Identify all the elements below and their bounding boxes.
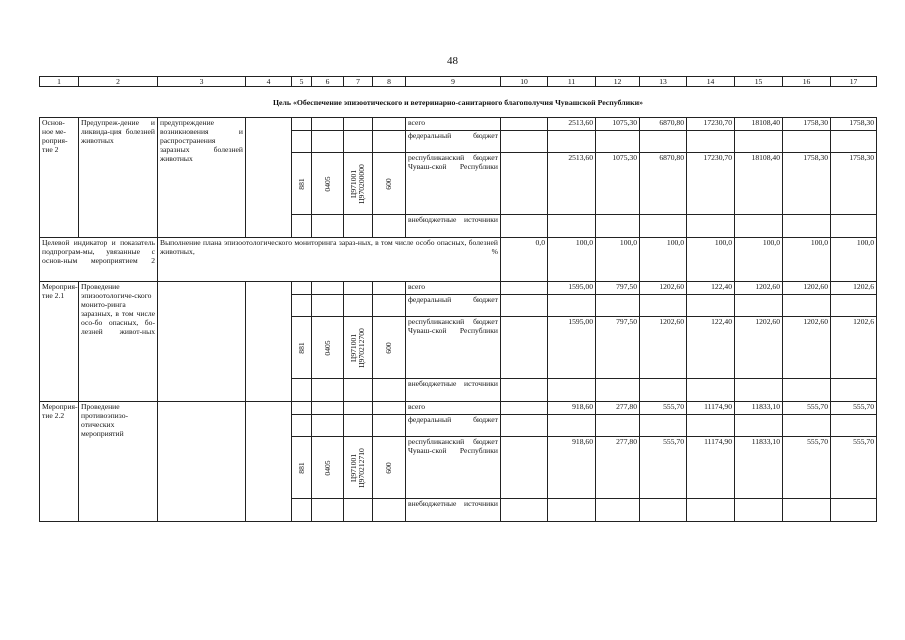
budget-code-expense (373, 317, 406, 379)
value-cell (501, 499, 548, 522)
header-col-7: 7 (344, 77, 373, 87)
goal-title: Цель «Обеспечение эпизоотического и ветеринарно-санитарного благополучия Чувашской Республики» (272, 97, 643, 107)
indicator-value: 100,0 (640, 238, 687, 282)
value-cell: 277,80 (596, 402, 640, 415)
funding-source: внебюджетные источники (406, 499, 501, 522)
funding-source: всего (406, 118, 501, 131)
value-cell: 2513,60 (548, 153, 596, 215)
budget-code-grbs (292, 153, 312, 215)
value-cell: 2513,60 (548, 118, 596, 131)
value-cell: 18108,40 (735, 153, 783, 215)
value-cell: 555,70 (831, 402, 877, 415)
value-cell (640, 379, 687, 402)
funding-source: внебюджетные источники (406, 215, 501, 238)
value-cell (501, 295, 548, 317)
value-cell: 1075,30 (596, 118, 640, 131)
value-cell (735, 215, 783, 238)
indicator-value: 100,0 (831, 238, 877, 282)
target-article-code: Ц971001 Ц970200000 (349, 163, 366, 204)
value-cell: 1202,60 (640, 282, 687, 295)
header-col-14: 14 (687, 77, 735, 87)
funding-source: всего (406, 282, 501, 295)
empty-code-cell (373, 215, 406, 238)
value-cell: 1595,00 (548, 317, 596, 379)
value-cell: 11174,90 (687, 402, 735, 415)
value-cell (501, 131, 548, 153)
empty-code-cell (292, 295, 312, 317)
empty-code-cell (344, 282, 373, 295)
empty-code-cell (312, 415, 344, 437)
indicator-text: Выполнение плана эпизоотологического мониторинга зараз-ных, в том числе особо опасных, болезней животных, % (158, 238, 501, 282)
empty-code-cell (312, 379, 344, 402)
indicator-value: 100,0 (687, 238, 735, 282)
value-cell: 18108,40 (735, 118, 783, 131)
funding-source: федеральный бюджет (406, 131, 501, 153)
measure-description (158, 282, 246, 402)
value-cell (501, 153, 548, 215)
goal-row (40, 87, 877, 118)
empty-code-cell (373, 415, 406, 437)
value-cell (783, 215, 831, 238)
measure-name: Предупреж-дение и ликвида-ция болезней животных (79, 118, 158, 238)
budget-code-expense (373, 153, 406, 215)
value-cell: 1202,60 (735, 282, 783, 295)
header-col-10: 10 (501, 77, 548, 87)
measure-description (158, 402, 246, 522)
empty-code-cell (292, 215, 312, 238)
value-cell (783, 295, 831, 317)
value-cell: 797,50 (596, 282, 640, 295)
empty-code-cell (344, 499, 373, 522)
value-cell (596, 295, 640, 317)
value-cell: 918,60 (548, 437, 596, 499)
value-cell (501, 215, 548, 238)
empty-code-cell (373, 131, 406, 153)
grbs-code: 881 (296, 461, 306, 474)
header-col-11: 11 (548, 77, 596, 87)
empty-code-cell (312, 282, 344, 295)
responsible-executor (246, 282, 292, 402)
funding-row (40, 402, 877, 415)
measure-description: предупреждение возникновения и распространения заразных болезней животных (158, 118, 246, 238)
empty-code-cell (292, 402, 312, 415)
value-cell: 1202,60 (783, 282, 831, 295)
value-cell (501, 118, 548, 131)
value-cell: 1758,30 (831, 153, 877, 215)
indicator-value: 0,0 (501, 238, 548, 282)
empty-code-cell (312, 131, 344, 153)
value-cell: 1758,30 (783, 118, 831, 131)
header-col-2: 2 (79, 77, 158, 87)
responsible-executor (246, 118, 292, 238)
expense-type-code: 600 (384, 341, 393, 354)
value-cell: 555,70 (640, 437, 687, 499)
empty-code-cell (292, 131, 312, 153)
value-cell (501, 402, 548, 415)
value-cell: 6870,80 (640, 118, 687, 131)
empty-code-cell (292, 499, 312, 522)
empty-code-cell (292, 379, 312, 402)
expense-type-code: 600 (384, 461, 393, 474)
value-cell (501, 282, 548, 295)
value-cell: 1202,6 (831, 282, 877, 295)
value-cell (831, 415, 877, 437)
value-cell (548, 215, 596, 238)
funding-source: республиканский бюджет Чуваш-ской Республики (406, 437, 501, 499)
funding-row (40, 118, 877, 131)
indicator-value: 100,0 (548, 238, 596, 282)
header-col-15: 15 (735, 77, 783, 87)
header-col-13: 13 (640, 77, 687, 87)
value-cell: 17230,70 (687, 118, 735, 131)
indicator-row (40, 238, 877, 282)
budget-code-target (344, 153, 373, 215)
empty-code-cell (292, 415, 312, 437)
value-cell (596, 415, 640, 437)
value-cell (783, 415, 831, 437)
value-cell: 17230,70 (687, 153, 735, 215)
value-cell (735, 379, 783, 402)
value-cell: 555,70 (640, 402, 687, 415)
empty-code-cell (373, 282, 406, 295)
measure-name: Проведение противоэпизо-отических мероприятий (79, 402, 158, 522)
value-cell: 11833,10 (735, 437, 783, 499)
program-table (39, 76, 877, 522)
value-cell (548, 415, 596, 437)
value-cell (831, 499, 877, 522)
header-col-8: 8 (373, 77, 406, 87)
header-col-9: 9 (406, 77, 501, 87)
empty-code-cell (344, 415, 373, 437)
budget-code-section (312, 153, 344, 215)
value-cell: 11833,10 (735, 402, 783, 415)
value-cell: 1758,30 (783, 153, 831, 215)
header-col-3: 3 (158, 77, 246, 87)
funding-source: республиканский бюджет Чуваш-ской Республики (406, 317, 501, 379)
value-cell: 11174,90 (687, 437, 735, 499)
empty-code-cell (312, 499, 344, 522)
value-cell: 797,50 (596, 317, 640, 379)
target-article-code: Ц971001 Ц970212710 (349, 447, 366, 488)
measure-name: Проведение эпизоотологиче-ского монито-ринга заразных, в том числе осо-бо опасных, бо-лезней живот-ных (79, 282, 158, 402)
value-cell (596, 379, 640, 402)
measure-number: Мероприя-тие 2.1 (40, 282, 79, 402)
empty-code-cell (344, 131, 373, 153)
empty-code-cell (292, 118, 312, 131)
value-cell (596, 215, 640, 238)
budget-code-section (312, 437, 344, 499)
funding-source: республиканский бюджет Чуваш-ской Республики (406, 153, 501, 215)
value-cell (735, 131, 783, 153)
grbs-code: 881 (296, 177, 306, 190)
indicator-label: Целевой индикатор и показатель подпрограм-мы, увязанные с основ-ным мероприятием 2 (40, 238, 158, 282)
empty-code-cell (344, 379, 373, 402)
section-code: 0405 (322, 175, 332, 192)
value-cell: 122,40 (687, 282, 735, 295)
value-cell (548, 499, 596, 522)
value-cell (501, 415, 548, 437)
funding-source: федеральный бюджет (406, 415, 501, 437)
page-number: 48 (447, 55, 458, 67)
funding-source: федеральный бюджет (406, 295, 501, 317)
value-cell: 1595,00 (548, 282, 596, 295)
header-col-17: 17 (831, 77, 877, 87)
empty-code-cell (373, 118, 406, 131)
expense-type-code: 600 (384, 177, 393, 190)
value-cell (735, 295, 783, 317)
value-cell (548, 131, 596, 153)
value-cell (640, 415, 687, 437)
value-cell (831, 379, 877, 402)
budget-code-target (344, 437, 373, 499)
header-col-16: 16 (783, 77, 831, 87)
value-cell: 122,40 (687, 317, 735, 379)
value-cell: 1758,30 (831, 118, 877, 131)
value-cell (831, 131, 877, 153)
indicator-value: 100,0 (783, 238, 831, 282)
header-row (40, 77, 877, 87)
value-cell: 555,70 (831, 437, 877, 499)
value-cell (687, 295, 735, 317)
value-cell (548, 379, 596, 402)
indicator-value: 100,0 (735, 238, 783, 282)
responsible-executor (246, 402, 292, 522)
value-cell (735, 499, 783, 522)
value-cell (640, 131, 687, 153)
value-cell (501, 317, 548, 379)
value-cell: 555,70 (783, 402, 831, 415)
value-cell: 1075,30 (596, 153, 640, 215)
empty-code-cell (373, 499, 406, 522)
value-cell (831, 215, 877, 238)
budget-code-section (312, 317, 344, 379)
measure-number: Основ-ное ме-роприя-тие 2 (40, 118, 79, 238)
value-cell (783, 379, 831, 402)
section-code: 0405 (322, 459, 332, 476)
value-cell (831, 295, 877, 317)
value-cell (735, 415, 783, 437)
target-article-code: Ц971001 Ц970212700 (349, 327, 366, 368)
grbs-code: 881 (296, 341, 306, 354)
budget-code-grbs (292, 437, 312, 499)
measure-number: Мероприя-тие 2.2 (40, 402, 79, 522)
empty-code-cell (373, 379, 406, 402)
value-cell: 6870,80 (640, 153, 687, 215)
empty-code-cell (373, 295, 406, 317)
value-cell (640, 215, 687, 238)
value-cell (640, 295, 687, 317)
budget-code-target (344, 317, 373, 379)
value-cell (596, 499, 640, 522)
value-cell: 1202,6 (831, 317, 877, 379)
funding-source: внебюджетные источники (406, 379, 501, 402)
value-cell: 918,60 (548, 402, 596, 415)
value-cell (687, 499, 735, 522)
value-cell (687, 215, 735, 238)
value-cell (501, 379, 548, 402)
indicator-value: 100,0 (596, 238, 640, 282)
empty-code-cell (344, 118, 373, 131)
value-cell (501, 437, 548, 499)
empty-code-cell (312, 402, 344, 415)
value-cell: 1202,60 (640, 317, 687, 379)
value-cell: 1202,60 (783, 317, 831, 379)
value-cell: 277,80 (596, 437, 640, 499)
value-cell (640, 499, 687, 522)
header-col-4: 4 (246, 77, 292, 87)
empty-code-cell (312, 295, 344, 317)
value-cell (783, 499, 831, 522)
empty-code-cell (312, 118, 344, 131)
budget-code-grbs (292, 317, 312, 379)
value-cell (687, 131, 735, 153)
header-col-1: 1 (40, 77, 79, 87)
value-cell (687, 379, 735, 402)
header-col-5: 5 (292, 77, 312, 87)
value-cell (596, 131, 640, 153)
empty-code-cell (312, 215, 344, 238)
header-col-6: 6 (312, 77, 344, 87)
value-cell (548, 295, 596, 317)
value-cell (687, 415, 735, 437)
empty-code-cell (344, 295, 373, 317)
empty-code-cell (344, 402, 373, 415)
budget-code-expense (373, 437, 406, 499)
value-cell: 1202,60 (735, 317, 783, 379)
header-col-12: 12 (596, 77, 640, 87)
value-cell: 555,70 (783, 437, 831, 499)
empty-code-cell (344, 215, 373, 238)
funding-row (40, 282, 877, 295)
funding-source: всего (406, 402, 501, 415)
empty-code-cell (373, 402, 406, 415)
value-cell (783, 131, 831, 153)
empty-code-cell (292, 282, 312, 295)
section-code: 0405 (322, 339, 332, 356)
